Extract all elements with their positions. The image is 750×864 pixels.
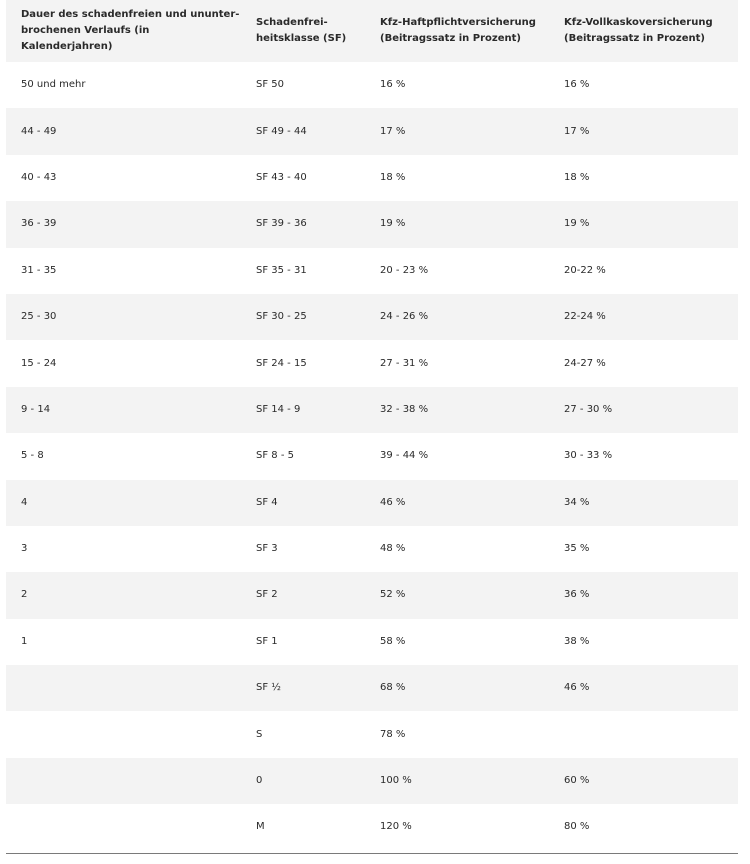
cell-sf-class: SF 1 [256,635,278,647]
cell-liability-rate: 58 % [380,635,406,647]
cell-duration: 1 [21,635,28,647]
cell-duration [6,711,241,757]
cell-sf-class: SF 4 [256,496,278,508]
cell-comprehensive-rate: 17 % [564,125,590,137]
cell-comprehensive-rate: 46 % [564,682,590,694]
cell-liability-rate: 19 % [380,218,406,230]
cell-sf-class: SF 2 [256,589,278,601]
header-comprehensive-rate: Kfz-Vollkaskoversicherung (Beitragssatz in Prozent) [564,17,713,44]
cell-duration: 3 [21,543,28,555]
table-row [6,572,738,618]
cell-comprehensive-rate: 80 % [564,821,590,833]
cell-sf-class: M [256,821,265,833]
table-row [6,201,738,247]
cell-comprehensive-rate: 36 % [564,589,590,601]
table-row [6,340,738,386]
table-bottom-rule [6,853,738,854]
table-row [6,758,738,804]
cell-comprehensive-rate: 38 % [564,635,590,647]
cell-liability-rate: 16 % [380,79,406,91]
cell-comprehensive-rate: 16 % [564,79,590,91]
cell-liability-rate: 24 - 26 % [380,311,429,323]
cell-duration [6,665,241,711]
cell-liability-rate: 17 % [380,125,406,137]
cell-sf-class: SF 30 - 25 [256,311,307,323]
cell-liability-rate: 46 % [380,496,406,508]
header-sf-class: Schadenfrei- heitsklasse (SF) [256,17,347,44]
cell-comprehensive-rate: 22-24 % [564,311,606,323]
table-row [6,155,738,201]
header-duration: Dauer des schadenfreien und ununter- brochenen Verlaufs (in Kalenderjahren) [21,9,240,52]
cell-sf-class: SF 39 - 36 [256,218,307,230]
cell-comprehensive-rate: 60 % [564,775,590,787]
cell-comprehensive-rate: 30 - 33 % [564,450,613,462]
sf-class-table [6,0,738,851]
cell-duration: 40 - 43 [21,171,57,183]
header-liability-rate: Kfz-Haftpflichtversicherung (Beitragssatz in Prozent) [380,17,536,44]
cell-sf-class: SF 35 - 31 [256,264,307,276]
cell-duration [6,804,241,850]
header-row [6,0,738,62]
cell-liability-rate: 18 % [380,171,406,183]
cell-sf-class: SF 43 - 40 [256,171,307,183]
cell-sf-class: 0 [256,775,263,787]
cell-liability-rate: 39 - 44 % [380,450,429,462]
cell-duration: 25 - 30 [21,311,57,323]
cell-liability-rate: 68 % [380,682,406,694]
table-header [6,0,738,62]
table-row [6,480,738,526]
cell-sf-class: SF 14 - 9 [256,403,301,415]
cell-comprehensive-rate: 18 % [564,171,590,183]
table-row [6,526,738,572]
table-body [6,62,738,851]
cell-comprehensive-rate [549,711,738,757]
cell-duration: 36 - 39 [21,218,57,230]
table-row [6,248,738,294]
table-row [6,665,738,711]
cell-duration: 44 - 49 [21,125,57,137]
sf-class-table-container [6,0,738,854]
cell-sf-class: S [256,728,263,740]
cell-liability-rate: 100 % [380,775,412,787]
cell-liability-rate: 48 % [380,543,406,555]
cell-liability-rate: 27 - 31 % [380,357,429,369]
cell-comprehensive-rate: 34 % [564,496,590,508]
cell-comprehensive-rate: 24-27 % [564,357,606,369]
cell-duration: 15 - 24 [21,357,57,369]
cell-comprehensive-rate: 27 - 30 % [564,403,613,415]
cell-comprehensive-rate: 19 % [564,218,590,230]
cell-duration: 4 [21,496,28,508]
cell-sf-class: SF 50 [256,79,285,91]
cell-sf-class: SF 3 [256,543,278,555]
cell-duration: 50 und mehr [21,79,86,91]
table-row [6,294,738,340]
cell-liability-rate: 32 - 38 % [380,403,429,415]
cell-sf-class: SF 49 - 44 [256,125,307,137]
table-row [6,433,738,479]
cell-sf-class: SF 24 - 15 [256,357,307,369]
cell-liability-rate: 20 - 23 % [380,264,429,276]
cell-duration: 5 - 8 [21,450,44,462]
cell-duration: 2 [21,589,28,601]
cell-sf-class: SF ½ [256,682,281,694]
table-row [6,804,738,850]
cell-duration: 31 - 35 [21,264,57,276]
cell-duration: 9 - 14 [21,403,51,415]
cell-comprehensive-rate: 35 % [564,543,590,555]
table-row [6,108,738,154]
cell-duration [6,758,241,804]
table-row [6,619,738,665]
table-row [6,62,738,108]
cell-sf-class: SF 8 - 5 [256,450,294,462]
cell-comprehensive-rate: 20-22 % [564,264,606,276]
cell-liability-rate: 78 % [380,728,406,740]
table-row [6,711,738,757]
cell-liability-rate: 52 % [380,589,406,601]
table-row [6,387,738,433]
cell-liability-rate: 120 % [380,821,412,833]
